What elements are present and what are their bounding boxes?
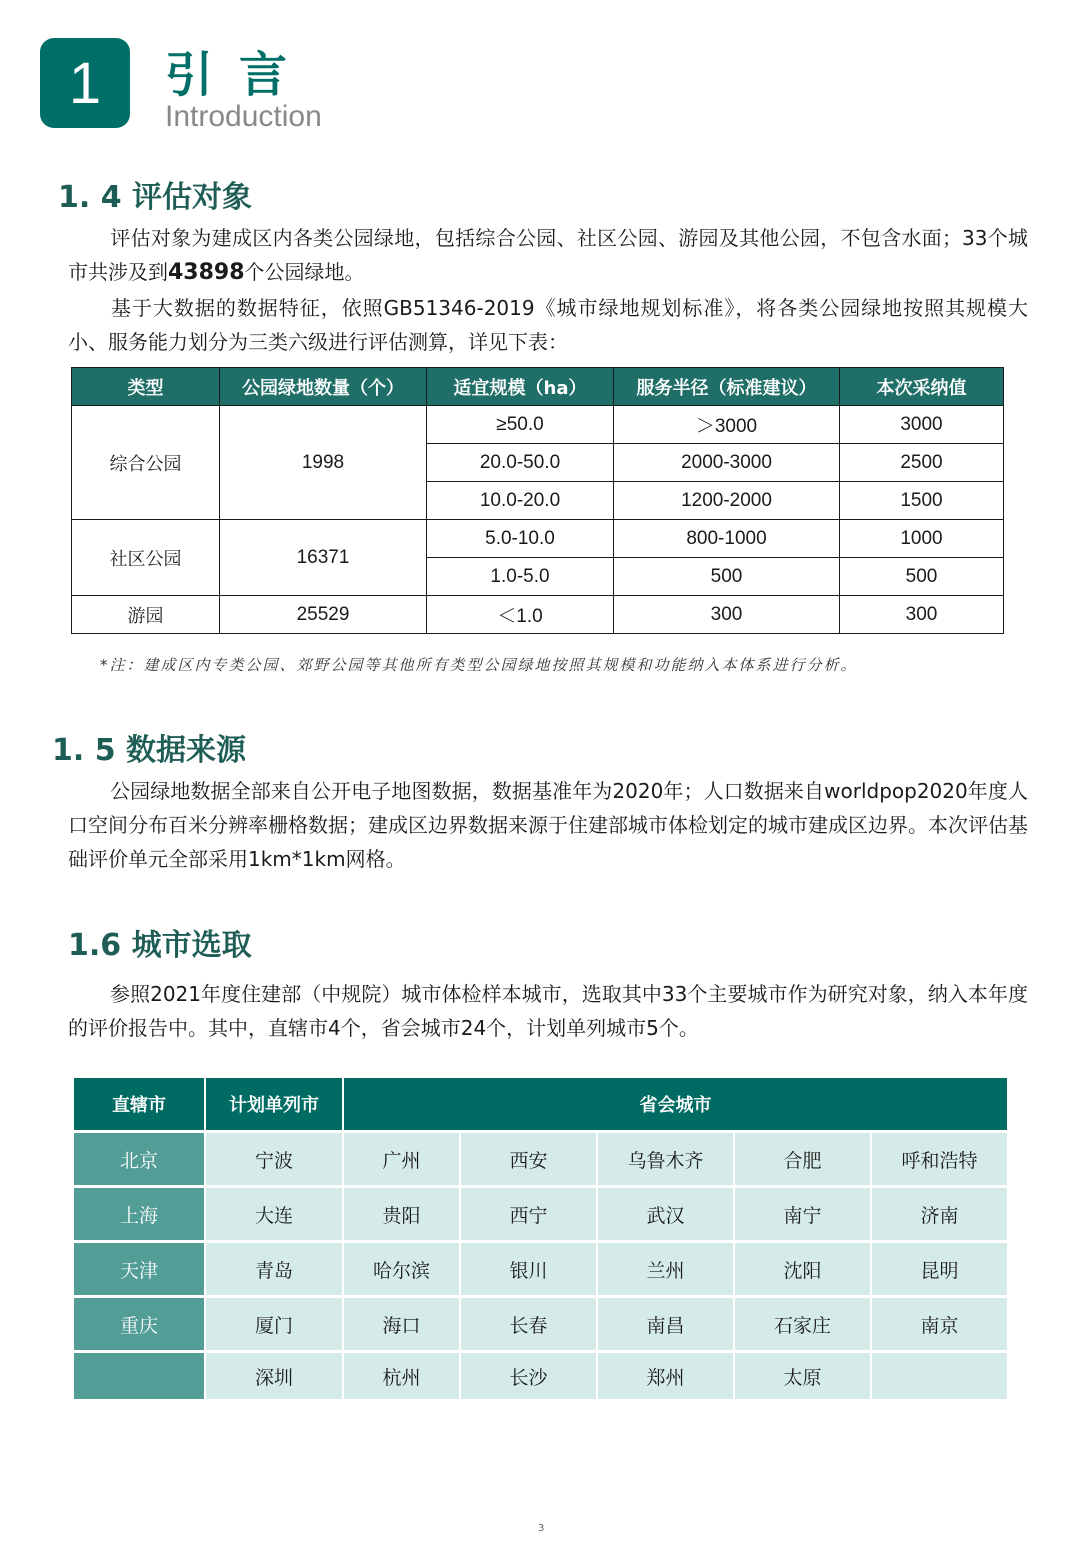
table-row (74, 1188, 1007, 1243)
paragraph-text: 公园绿地数据全部来自公开电子地图数据，数据基准年为2020年；人口数据来自worldpop2020年度人口空间分布百米分辨率栅格数据；建成区边界数据来源于住建部城市体检划定的城市建成区边界。本次评估基础评价单元全部采用1km*1km网格。 (68, 779, 1028, 871)
scale-cell: ＜1.0 (427, 596, 614, 634)
scale-cell: 20.0-50.0 (427, 444, 614, 482)
city-cell: 郑州 (598, 1353, 733, 1399)
park-type-cell: 游园 (72, 596, 220, 634)
city-cell: 厦门 (206, 1298, 342, 1353)
city-cell: 银川 (461, 1243, 596, 1298)
city-cell: 石家庄 (735, 1298, 870, 1353)
scale-cell: 10.0-20.0 (427, 482, 614, 520)
city-cell: 南京 (872, 1298, 1007, 1353)
city-cell: 长春 (461, 1298, 596, 1353)
radius-cell: 2000-3000 (614, 444, 840, 482)
city-cell (872, 1353, 1007, 1399)
section-heading-1-5: 1. 5 数据来源 (52, 733, 247, 768)
paragraph-city-selection (68, 977, 1028, 1045)
adopted-value-cell: 1500 (840, 482, 1004, 520)
city-cell: 武汉 (598, 1188, 733, 1243)
park-type-cell: 综合公园 (72, 406, 220, 520)
table-row (74, 1298, 1007, 1353)
table-note: *注：建成区内专类公园、郊野公园等其他所有类型公园绿地按照其规模和功能纳入本体系进行分析。 (100, 656, 858, 674)
chapter-number-badge (40, 38, 130, 128)
column-header: 适宜规模（ha） (427, 368, 614, 406)
table-header-row (72, 368, 1004, 406)
adopted-value-cell: 1000 (840, 520, 1004, 558)
adopted-value-cell: 500 (840, 558, 1004, 596)
column-header: 本次采纳值 (840, 368, 1004, 406)
table-row (72, 596, 1004, 634)
chapter-subtitle: Introduction (165, 100, 322, 133)
park-count-cell: 1998 (220, 406, 427, 520)
paragraph-text: 评估对象为建成区内各类公园绿地，包括综合公园、社区公园、游园及其他公园，不包含水面；33个城市共涉及到 (68, 226, 1028, 284)
city-cell: 贵阳 (344, 1188, 459, 1243)
chapter-number: 1 (68, 50, 102, 116)
column-header-planned-city: 计划单列市 (206, 1078, 342, 1133)
radius-cell: 800-1000 (614, 520, 840, 558)
city-cell: 海口 (344, 1298, 459, 1353)
park-type-cell: 社区公园 (72, 520, 220, 596)
city-cell: 太原 (735, 1353, 870, 1399)
column-header: 公园绿地数量（个） (220, 368, 427, 406)
municipality-cell: 上海 (74, 1188, 204, 1243)
paragraph-data-sources (68, 774, 1028, 876)
table-row (74, 1243, 1007, 1298)
city-cell: 兰州 (598, 1243, 733, 1298)
section-heading-1-6: 1.6 城市选取 (68, 928, 252, 963)
radius-cell: 500 (614, 558, 840, 596)
park-classification-table (71, 367, 1004, 634)
city-cell: 哈尔滨 (344, 1243, 459, 1298)
paragraph-text: 参照2021年度住建部（中规院）城市体检样本城市，选取其中33个主要城市作为研究对象，纳入本年度的评价报告中。其中，直辖市4个，省会城市24个，计划单列城市5个。 (68, 982, 1028, 1040)
column-header: 类型 (72, 368, 220, 406)
paragraph-evaluation-objects (68, 221, 1028, 290)
table-row (72, 520, 1004, 558)
city-cell: 西安 (461, 1133, 596, 1188)
municipality-cell: 北京 (74, 1133, 204, 1188)
column-header-provincial-capital: 省会城市 (344, 1078, 1007, 1133)
column-header-municipality: 直辖市 (74, 1078, 204, 1133)
table-row (74, 1353, 1007, 1399)
park-count-cell: 16371 (220, 520, 427, 596)
city-cell: 宁波 (206, 1133, 342, 1188)
park-count-cell: 25529 (220, 596, 427, 634)
city-cell: 杭州 (344, 1353, 459, 1399)
city-selection-table (72, 1078, 1009, 1399)
city-cell: 青岛 (206, 1243, 342, 1298)
city-cell: 济南 (872, 1188, 1007, 1243)
section-heading-1-4: 1. 4 评估对象 (58, 180, 253, 215)
city-cell: 长沙 (461, 1353, 596, 1399)
column-header: 服务半径（标准建议） (614, 368, 840, 406)
radius-cell: ＞3000 (614, 406, 840, 444)
municipality-cell (74, 1353, 204, 1399)
chapter-title: 引言 (165, 47, 314, 103)
adopted-value-cell: 300 (840, 596, 1004, 634)
city-cell: 广州 (344, 1133, 459, 1188)
city-cell: 呼和浩特 (872, 1133, 1007, 1188)
radius-cell: 300 (614, 596, 840, 634)
city-cell: 沈阳 (735, 1243, 870, 1298)
city-cell: 西宁 (461, 1188, 596, 1243)
city-cell: 深圳 (206, 1353, 342, 1399)
city-cell: 昆明 (872, 1243, 1007, 1298)
scale-cell: ≥50.0 (427, 406, 614, 444)
scale-cell: 1.0-5.0 (427, 558, 614, 596)
paragraph-classification (68, 291, 1028, 359)
page-number: 3 (538, 1523, 545, 1534)
city-cell: 乌鲁木齐 (598, 1133, 733, 1188)
table-row (72, 406, 1004, 444)
table-row (74, 1133, 1007, 1188)
municipality-cell: 天津 (74, 1243, 204, 1298)
city-cell: 南昌 (598, 1298, 733, 1353)
park-total-count: 43898 (168, 260, 245, 285)
city-cell: 合肥 (735, 1133, 870, 1188)
scale-cell: 5.0-10.0 (427, 520, 614, 558)
adopted-value-cell: 2500 (840, 444, 1004, 482)
city-cell: 大连 (206, 1188, 342, 1243)
adopted-value-cell: 3000 (840, 406, 1004, 444)
city-cell: 南宁 (735, 1188, 870, 1243)
radius-cell: 1200-2000 (614, 482, 840, 520)
paragraph-text: 基于大数据的数据特征，依照GB51346-2019《城市绿地规划标准》，将各类公园绿地按照其规模大小、服务能力划分为三类六级进行评估测算，详见下表： (68, 296, 1028, 354)
table-header-row (74, 1078, 1007, 1133)
municipality-cell: 重庆 (74, 1298, 204, 1353)
paragraph-text: 个公园绿地。 (244, 260, 365, 284)
